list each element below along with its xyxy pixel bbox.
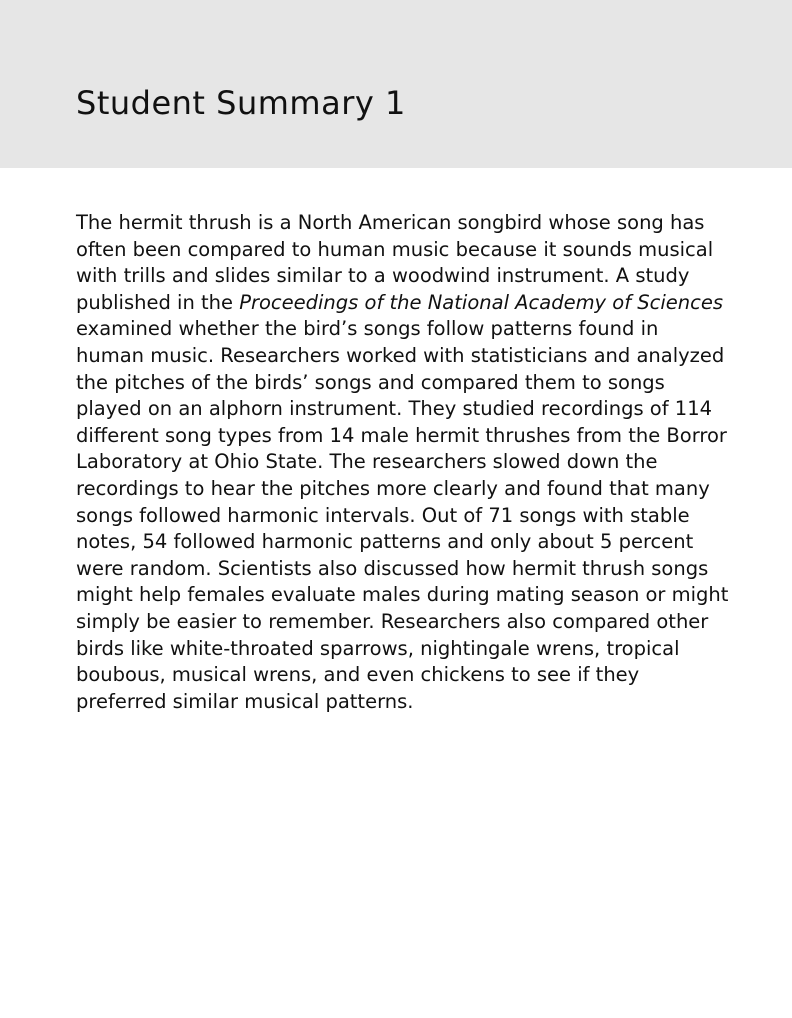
summary-text-main: examined whether the bird’s songs follow patterns found in human music. Researchers worked with statisticians and analyzed the pitches of the birds’ songs and compared them to songs played on an alphorn instrument. They studied recordings of 114 different song types from 14 male hermit thrushes from the Borror Laboratory at Ohio State. The researchers slowed down the recordings to hear the pitches more clearly and found that many songs followed harmonic intervals. Out of 71 songs with stable notes, 54 followed harmonic patterns and only about 5 percent were random. Scientists also discussed how hermit thrush songs might help females evaluate males during mating season or might simply be easier to remember. Researchers also compared other birds like white-throated sparrows, nightingale wrens, tropical boubous, musical wrens, and even chickens to see if they preferred similar musical patterns. — [76, 317, 729, 713]
summary-body — [0, 168, 792, 715]
page-title: Student Summary 1 — [76, 84, 406, 122]
journal-title: Proceedings of the National Academy of Sciences — [239, 290, 724, 314]
summary-paragraph — [76, 210, 732, 715]
header-banner — [0, 0, 792, 168]
summary-text-intro: The hermit thrush is a North American songbird whose song has often been compared to human music because it sounds musical with trills and slides similar to a woodwind instrument. A study published in the — [76, 211, 714, 314]
